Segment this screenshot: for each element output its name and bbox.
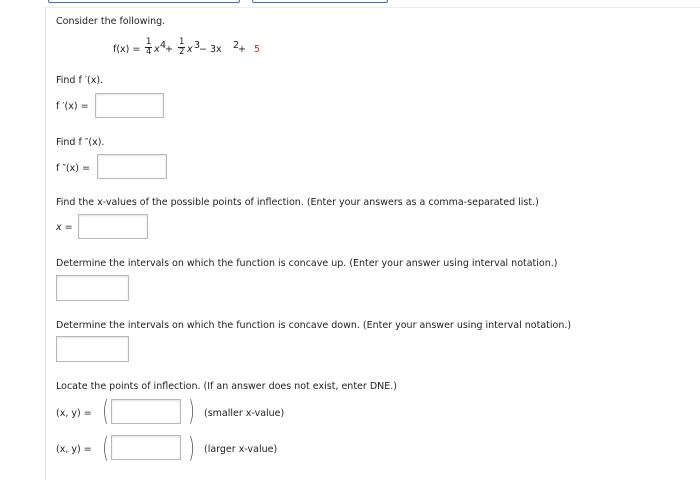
part3-label: x = [56, 222, 73, 233]
fraction-one-half: $\frac{1}{2}$ [179, 37, 185, 57]
left-paren-2: ( [102, 431, 109, 464]
tab-2[interactable] [252, 0, 388, 3]
part3-prompt: Find the x-values of the possible points of inflection. (Enter your answers as a comma-separated list.) [56, 197, 539, 208]
x-values-input[interactable] [78, 214, 148, 239]
part2-prompt: Find f ″(x). [56, 137, 105, 148]
inflection-row2-label: (x, y) = [56, 444, 92, 455]
left-paren-1: ( [102, 394, 109, 427]
inflection-point-larger-input[interactable] [111, 435, 181, 460]
inflection-row2-hint: (larger x-value) [204, 444, 278, 455]
part1-label: f ′(x) = [56, 101, 89, 112]
f-prime-input[interactable] [95, 93, 164, 118]
intro-text: Consider the following. [56, 16, 166, 27]
concave-down-input[interactable] [56, 336, 129, 362]
inflection-row1-hint: (smaller x-value) [204, 408, 285, 419]
right-paren-1: ) [188, 394, 195, 427]
fraction-one-fourth: $\frac{1}{4}$ [146, 37, 152, 57]
right-paren-2: ) [188, 431, 195, 464]
part6-prompt: Locate the points of inflection. (If an answer does not exist, enter DNE.) [56, 381, 397, 392]
concave-up-input[interactable] [56, 275, 129, 301]
part5-prompt: Determine the intervals on which the function is concave down. (Enter your answer using interval notation.) [56, 320, 572, 331]
tab-1[interactable] [48, 0, 240, 3]
part4-prompt: Determine the intervals on which the function is concave up. (Enter your answer using interval notation.) [56, 258, 558, 269]
inflection-row1-label: (x, y) = [56, 408, 92, 419]
inflection-point-smaller-input[interactable] [111, 399, 181, 424]
f-double-prime-input[interactable] [97, 154, 167, 179]
part2-label: f ″(x) = [56, 163, 90, 174]
top-tab-strip [0, 0, 700, 4]
part1-prompt: Find f ′(x). [56, 75, 104, 86]
